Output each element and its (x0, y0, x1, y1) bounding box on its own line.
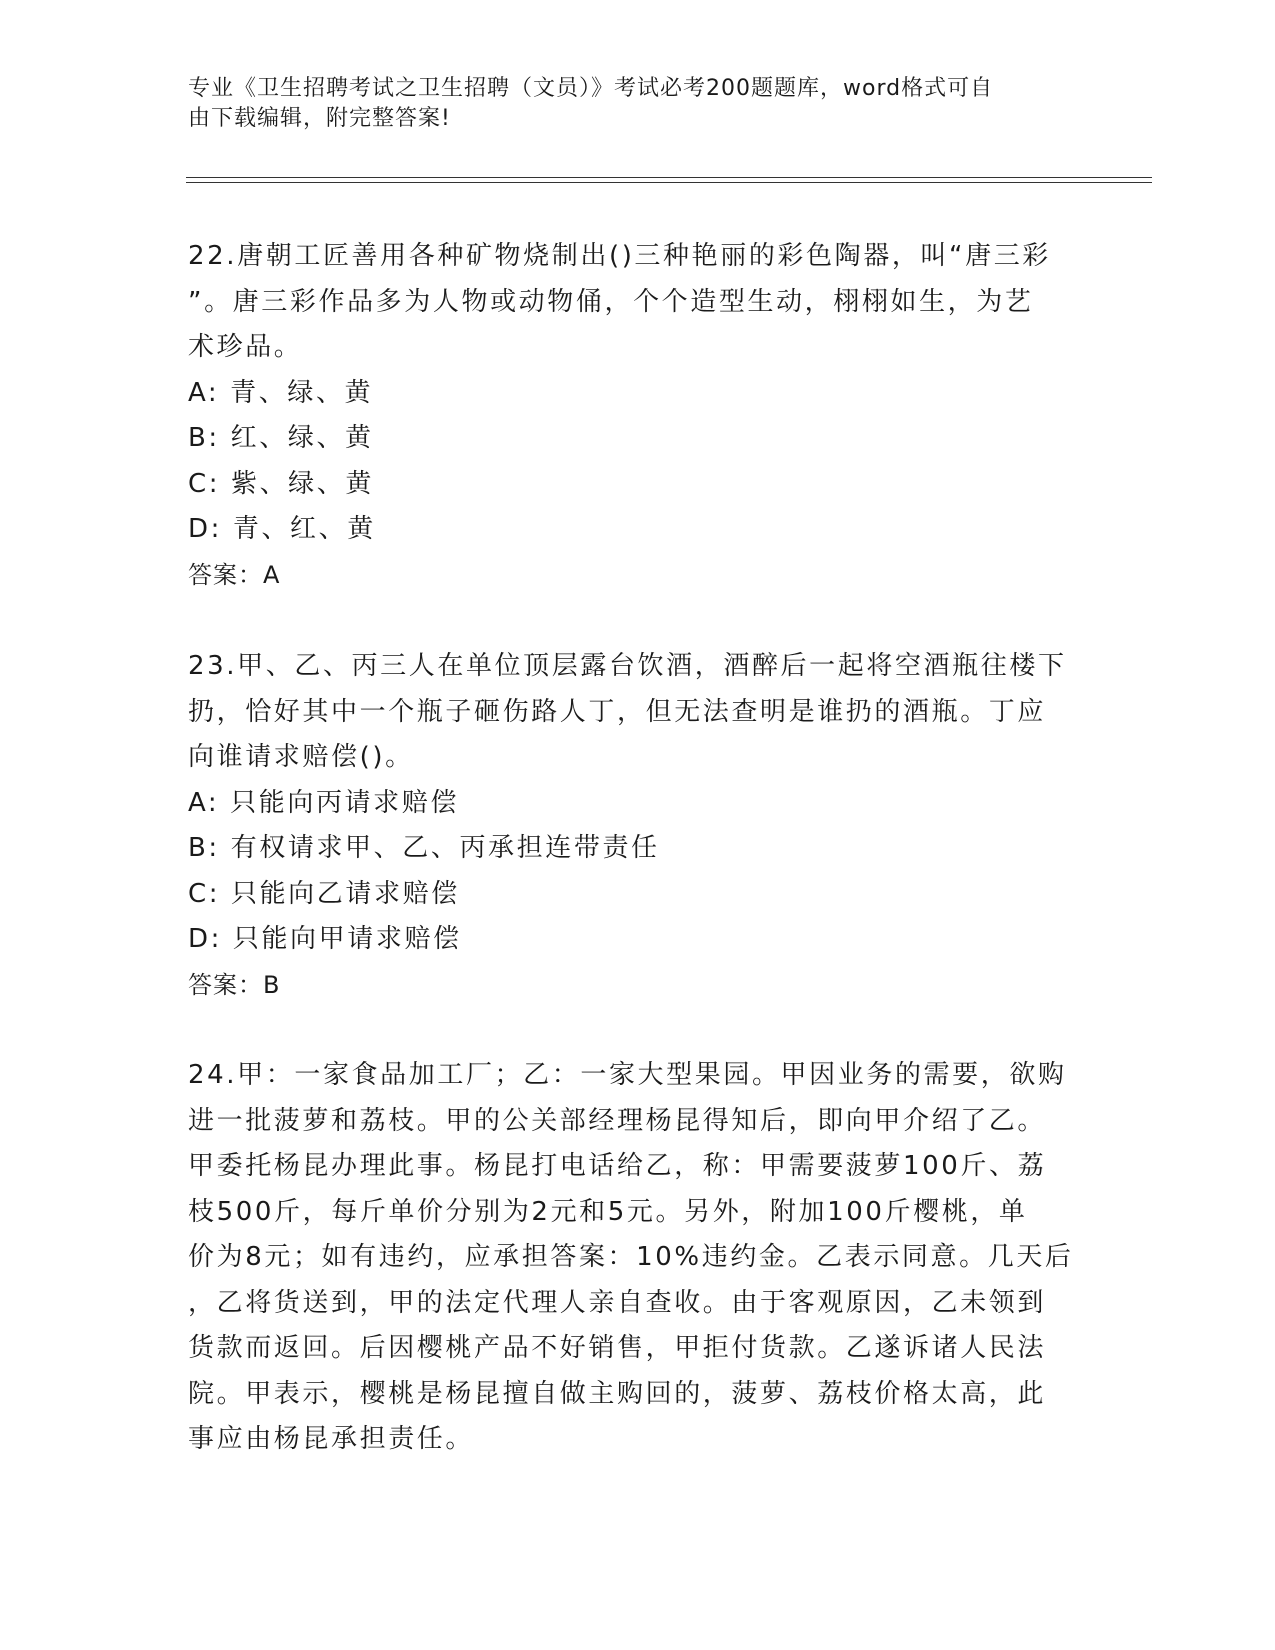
header-line: 专业《卫生招聘考试之卫生招聘（文员）》考试必考200题题库，word格式可自 (188, 76, 994, 101)
header-divider (186, 177, 1152, 183)
question-text-line: 甲委托杨昆办理此事。杨昆打电话给乙，称：甲需要菠萝100斤、荔 (188, 1151, 1047, 1181)
option-d: D: 青、红、黄 (188, 514, 376, 544)
header-line: 由下载编辑，附完整答案! (188, 106, 451, 131)
answer-label: 答案：B (188, 970, 281, 999)
option-a: A: 只能向丙请求赔偿 (188, 787, 459, 818)
question-text-line: 进一批菠萝和荔枝。甲的公关部经理杨昆得知后，即向甲介绍了乙。 (188, 1105, 1047, 1136)
document-header (188, 74, 1068, 134)
question-text-line: 24.甲：一家食品加工厂；乙：一家大型果园。甲因业务的需要，欲购 (188, 1060, 1067, 1090)
question-24 (188, 1053, 1088, 1463)
option-c: C: 只能向乙请求赔偿 (188, 878, 460, 909)
question-text-line: 术珍品。 (188, 332, 303, 362)
question-text-line: ”。唐三彩作品多为人物或动物俑，个个造型生动，栩栩如生，为艺 (188, 286, 1034, 317)
question-text-line: 价为8元；如有违约，应承担答案：10%违约金。乙表示同意。几天后 (188, 1242, 1074, 1272)
option-b: B: 有权请求甲、乙、丙承担连带责任 (188, 833, 660, 863)
question-text-line: 22.唐朝工匠善用各种矿物烧制出()三种艳丽的彩色陶器，叫“唐三彩 (188, 241, 1051, 271)
question-text-line: 院。甲表示，樱桃是杨昆擅自做主购回的，菠萝、荔枝价格太高，此 (188, 1378, 1047, 1409)
question-text-line: 货款而返回。后因樱桃产品不好销售，甲拒付货款。乙遂诉诸人民法 (188, 1333, 1047, 1363)
option-c: C: 紫、绿、黄 (188, 468, 374, 499)
question-text-line: ，乙将货送到，甲的法定代理人亲自查收。由于客观原因，乙未领到 (188, 1287, 1047, 1318)
answer-label: 答案：A (188, 560, 281, 589)
option-d: D: 只能向甲请求赔偿 (188, 924, 462, 954)
question-text-line: 23.甲、乙、丙三人在单位顶层露台饮酒，酒醉后一起将空酒瓶往楼下 (188, 651, 1067, 681)
question-text-line: 事应由杨昆承担责任。 (188, 1424, 475, 1454)
question-23 (188, 644, 1088, 1008)
option-a: A: 青、绿、黄 (188, 377, 374, 408)
option-b: B: 红、绿、黄 (188, 423, 374, 453)
question-text-line: 扔，恰好其中一个瓶子砸伤路人丁，但无法查明是谁扔的酒瓶。丁应 (188, 696, 1047, 727)
question-text-line: 向谁请求赔偿()。 (188, 742, 414, 772)
question-text-line: 枝500斤，每斤单价分别为2元和5元。另外，附加100斤樱桃，单 (188, 1196, 1028, 1227)
question-22 (188, 234, 1088, 598)
